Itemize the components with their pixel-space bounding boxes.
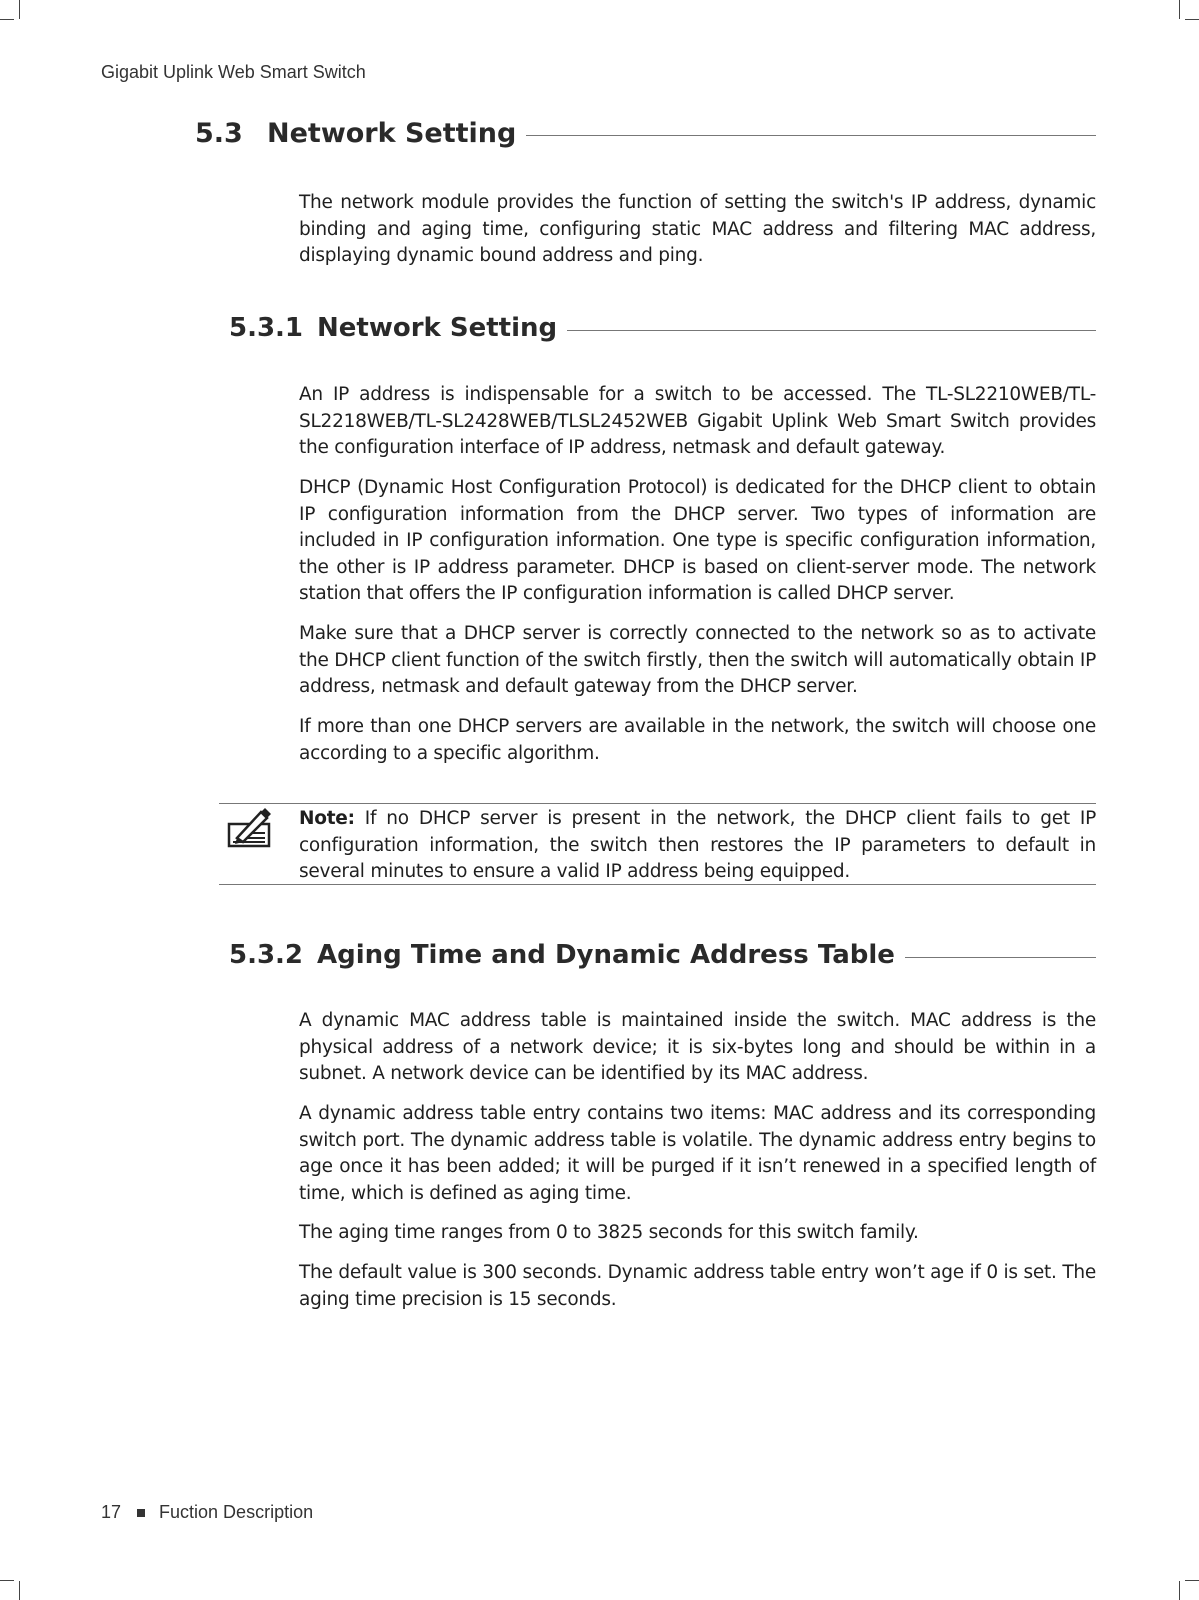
crop-mark	[0, 19, 14, 20]
square-bullet-icon	[137, 1509, 145, 1517]
paragraph: The aging time ranges from 0 to 3825 seconds for this switch family.	[299, 1222, 919, 1243]
crop-mark	[1179, 1581, 1180, 1600]
subsection-number: 5.3.1	[229, 313, 304, 343]
note-pencil-icon	[225, 804, 275, 854]
paragraph: DHCP (Dynamic Host Configuration Protocol) is dedicated for the DHCP client to obtain IP configuration information from the DHCP server. Two types of information are included in IP configuration information. One type is specific configuration information, the other is IP address parameter. DHCP is based on client-server mode. The network station that offers the IP configuration information is called DHCP server.	[299, 477, 1096, 604]
footer-section-name: Fuction Description	[159, 1502, 314, 1522]
heading-rule	[526, 135, 1096, 136]
crop-mark	[1179, 0, 1180, 19]
crop-mark	[19, 0, 20, 19]
crop-mark	[0, 1580, 14, 1581]
paragraph: An IP address is indispensable for a switch to be accessed. The TL-SL2210WEB/TL-SL2218WEB/TL-SL2428WEB/TLSL2452WEB Gigabit Uplink Web Smart Switch provides the configuration interface of IP address, netmask and default gateway.	[299, 384, 1096, 458]
paragraph: Make sure that a DHCP server is correctly connected to the network so as to activate the DHCP client function of the switch firstly, then the switch will automatically obtain IP address, netmask and default gateway from the DHCP server.	[299, 623, 1096, 697]
page-number: 17	[101, 1502, 122, 1522]
subsection-title: Network Setting	[317, 313, 558, 343]
subsection-number: 5.3.2	[229, 940, 304, 970]
section-heading	[195, 118, 1096, 149]
subsection-title: Aging Time and Dynamic Address Table	[317, 940, 895, 970]
paragraph: A dynamic address table entry contains two items: MAC address and its corresponding switch port. The dynamic address table is volatile. The dynamic address entry begins to age once it has been added; it will be purged if it isn’t renewed in a specified length of time, which is defined as aging time.	[299, 1103, 1096, 1204]
note-label: Note:	[299, 808, 355, 829]
heading-rule	[567, 330, 1096, 331]
crop-mark	[1185, 19, 1199, 20]
crop-mark	[19, 1581, 20, 1600]
section-title: Network Setting	[267, 118, 517, 149]
section-intro: The network module provides the function of setting the switch's IP address, dynamic binding and aging time, configuring static MAC address and filtering MAC address, displaying dynamic bound address and ping.	[299, 192, 1096, 266]
subsection-heading	[229, 940, 1096, 970]
section-number: 5.3	[195, 118, 243, 149]
heading-rule	[905, 957, 1096, 958]
note-body: If no DHCP server is present in the network, the DHCP client fails to get IP configuration information, the switch then restores the IP parameters to default in several minutes to ensure a valid IP address being equipped.	[299, 808, 1096, 882]
running-header: Gigabit Uplink Web Smart Switch	[101, 62, 366, 82]
paragraph: A dynamic MAC address table is maintained inside the switch. MAC address is the physical address of a network device; it is six-bytes long and should be within in a subnet. A network device can be identified by its MAC address.	[299, 1010, 1096, 1084]
note-box	[219, 803, 1096, 885]
note-text	[299, 806, 1096, 886]
paragraph: The default value is 300 seconds. Dynamic address table entry won’t age if 0 is set. The aging time precision is 15 seconds.	[299, 1262, 1096, 1310]
page-footer	[101, 1502, 313, 1523]
paragraph: If more than one DHCP servers are available in the network, the switch will choose one according to a specific algorithm.	[299, 716, 1096, 764]
subsection-heading	[229, 313, 1096, 343]
crop-mark	[1185, 1580, 1199, 1581]
